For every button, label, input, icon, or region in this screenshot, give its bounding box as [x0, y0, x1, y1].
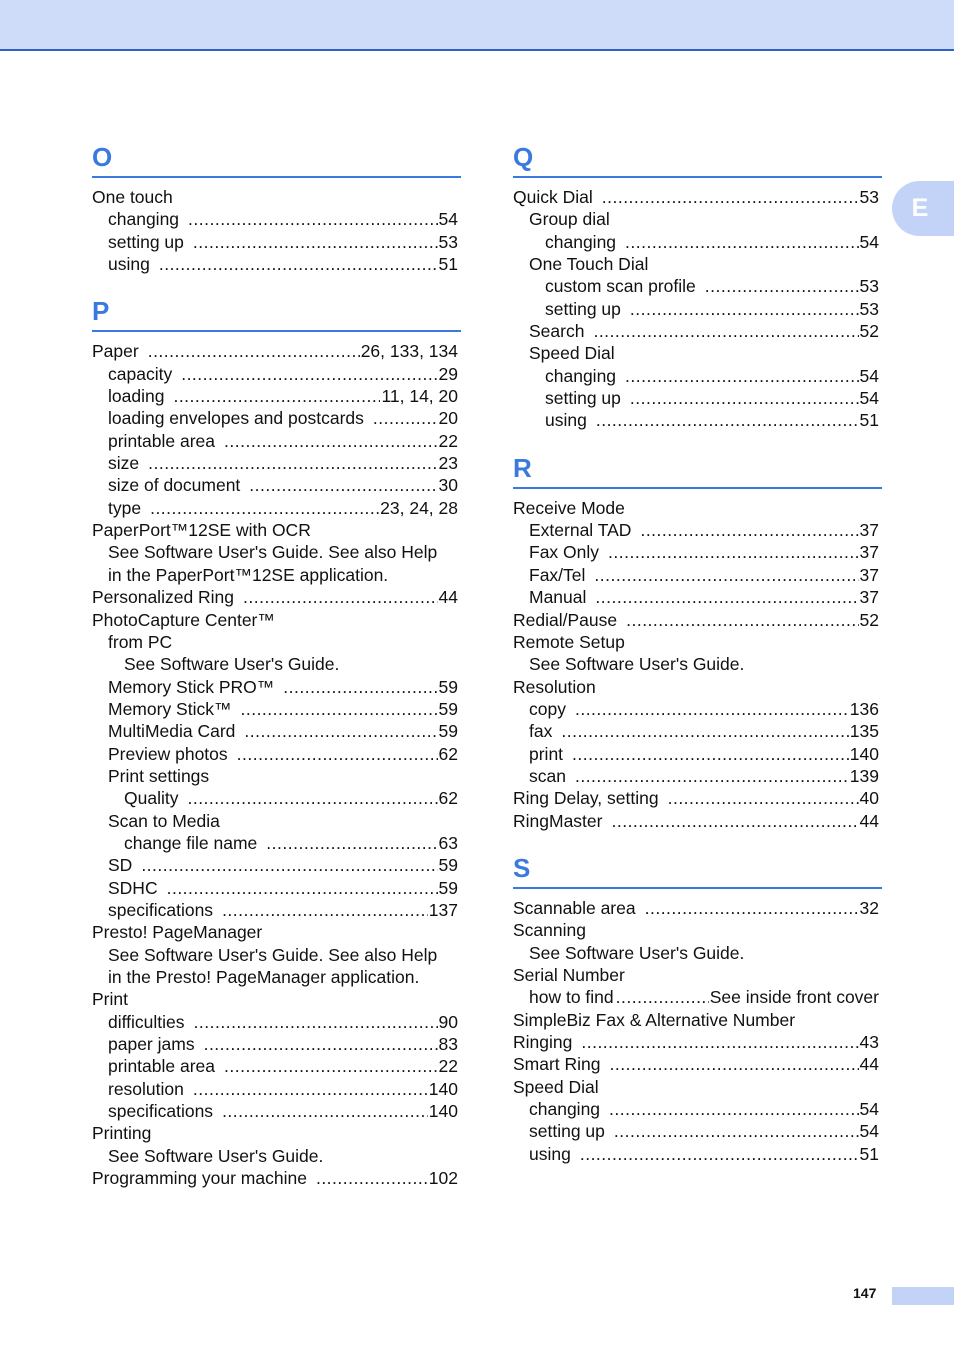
index-term: Quick Dial	[513, 187, 593, 207]
index-term: paper jams	[108, 1034, 195, 1055]
index-term: External TAD	[529, 520, 632, 541]
index-term: Print settings	[108, 765, 210, 786]
index-entry	[513, 698, 879, 720]
dot-leader	[668, 787, 859, 809]
index-term: PhotoCapture Center™	[92, 609, 275, 630]
index-term: Redial/Pause	[513, 609, 618, 630]
dot-leader	[645, 897, 859, 919]
index-entry	[513, 253, 879, 275]
page-reference: 32	[859, 897, 879, 918]
index-term: Manual	[529, 587, 587, 608]
dot-leader	[596, 409, 859, 431]
dot-leader	[224, 430, 438, 452]
index-entry	[513, 519, 879, 541]
index-section-s	[513, 851, 882, 1165]
index-term: how to find	[529, 987, 614, 1008]
index-term: changing	[529, 1099, 601, 1120]
dot-leader	[193, 231, 438, 253]
index-entry	[92, 430, 458, 452]
index-entry	[92, 385, 458, 407]
index-term: Presto! PageManager	[92, 922, 263, 943]
index-term: loading	[108, 386, 165, 407]
index-entry	[513, 919, 879, 941]
index-term: Memory Stick PRO™	[108, 676, 275, 697]
page-reference: 37	[859, 587, 879, 608]
index-term: Ringing	[513, 1032, 573, 1052]
index-entry	[513, 365, 879, 387]
index-entry	[92, 1100, 458, 1122]
index-term: changing	[545, 231, 617, 252]
index-entry	[513, 298, 879, 320]
appendix-tab-label: E	[911, 194, 929, 222]
index-term: See Software User's Guide.	[529, 654, 745, 675]
index-term: SD	[108, 855, 133, 876]
page-reference: 62	[438, 743, 458, 764]
page-reference: 139	[849, 765, 879, 786]
dot-leader	[594, 564, 858, 586]
index-term: type	[108, 497, 142, 518]
index-entry	[513, 810, 879, 832]
index-entry	[513, 586, 879, 608]
page-reference: 54	[859, 231, 879, 252]
index-entry	[92, 1122, 458, 1144]
index-term: Speed Dial	[529, 343, 615, 364]
dot-leader	[614, 1120, 859, 1142]
index-entry	[513, 964, 879, 986]
index-term: Preview photos	[108, 743, 228, 764]
index-term: print	[529, 743, 564, 764]
index-term: See Software User's Guide.	[108, 1145, 324, 1166]
dot-leader	[173, 385, 380, 407]
index-section-o	[92, 140, 461, 275]
index-term: size	[108, 453, 140, 474]
index-entry	[513, 1120, 879, 1142]
index-column-left	[92, 140, 461, 1208]
index-term: Paper	[92, 341, 139, 362]
index-entry	[513, 1031, 879, 1053]
index-term: SDHC	[108, 877, 158, 898]
index-entry	[92, 407, 458, 429]
dot-leader	[181, 363, 437, 385]
index-entry	[92, 1033, 458, 1055]
page-reference: 22	[438, 430, 458, 451]
index-entry	[513, 942, 879, 964]
dot-leader	[148, 452, 437, 474]
index-entry	[513, 208, 879, 230]
index-entry	[513, 676, 879, 698]
index-entry	[92, 720, 458, 742]
index-term: resolution	[108, 1078, 184, 1099]
page-reference: 53	[438, 231, 458, 252]
index-term: See Software User's Guide. See also Help	[108, 542, 438, 563]
page-number-bar	[892, 1287, 954, 1305]
index-term: MultiMedia Card	[108, 721, 236, 742]
index-entry	[513, 787, 879, 809]
page-reference: 59	[438, 676, 458, 697]
index-term: Quality	[124, 788, 179, 809]
dot-leader	[222, 1100, 428, 1122]
index-entry	[513, 1009, 879, 1031]
index-entry	[92, 253, 458, 275]
page-reference: 59	[438, 855, 458, 876]
index-entry	[92, 609, 458, 631]
index-column-right	[513, 140, 882, 1184]
page-reference: 53	[859, 187, 879, 207]
page-reference: 44	[438, 587, 458, 608]
dot-leader	[575, 698, 849, 720]
page-reference: 40	[859, 788, 879, 809]
index-term: size of document	[108, 475, 241, 496]
page-reference: 54	[859, 1121, 879, 1142]
index-term: See Software User's Guide. See also Help	[108, 944, 438, 965]
index-entry	[92, 519, 458, 541]
page-reference: 137	[428, 899, 458, 920]
index-term: copy	[529, 698, 566, 719]
index-entry	[92, 586, 458, 608]
index-entry	[92, 452, 458, 474]
index-entry	[513, 609, 879, 631]
section-letter: Q	[513, 140, 882, 178]
index-entry	[92, 1145, 458, 1167]
page-reference: 52	[859, 609, 879, 630]
page-reference: 83	[438, 1034, 458, 1055]
dot-leader	[611, 810, 858, 832]
index-term: printable area	[108, 1056, 216, 1077]
page-reference: 102	[428, 1168, 458, 1189]
index-term: in the Presto! PageManager application.	[108, 967, 420, 987]
header-band	[0, 0, 954, 51]
dot-leader	[561, 720, 848, 742]
dot-leader	[625, 365, 858, 387]
index-entry	[92, 988, 458, 1010]
page-reference: 43	[859, 1032, 879, 1052]
index-entry	[92, 698, 458, 720]
index-term: Speed Dial	[513, 1076, 599, 1097]
index-term: One Touch Dial	[529, 254, 649, 275]
dot-leader	[194, 1011, 438, 1033]
page-reference: 22	[438, 1056, 458, 1077]
section-letter: R	[513, 451, 882, 489]
index-entry	[513, 497, 879, 519]
index-entry	[92, 1011, 458, 1033]
index-entry	[92, 653, 458, 675]
index-entry	[513, 1098, 879, 1120]
index-term: change file name	[124, 832, 258, 853]
index-entry	[92, 899, 458, 921]
dot-leader	[159, 253, 438, 275]
page-reference: 29	[438, 363, 458, 384]
dot-leader	[204, 1033, 438, 1055]
index-entry	[92, 1167, 458, 1189]
index-entry	[92, 541, 458, 563]
index-section-q	[513, 140, 882, 432]
index-entry	[92, 676, 458, 698]
page-reference: See inside front cover	[709, 987, 879, 1008]
index-entry	[513, 720, 879, 742]
dot-leader	[167, 877, 438, 899]
index-term: setting up	[529, 1121, 605, 1142]
index-entry	[92, 921, 458, 943]
page-reference: 51	[438, 254, 458, 275]
dot-leader	[266, 832, 437, 854]
index-entry	[92, 631, 458, 653]
dot-leader	[244, 720, 437, 742]
dot-leader	[580, 1143, 859, 1165]
page-reference: 37	[859, 564, 879, 585]
index-term: in the PaperPort™12SE application.	[108, 564, 389, 585]
index-term: specifications	[108, 1101, 214, 1122]
index-entry	[92, 497, 458, 519]
index-term: scan	[529, 765, 566, 786]
index-term: See Software User's Guide.	[529, 942, 745, 963]
index-term: PaperPort™12SE with OCR	[92, 520, 311, 541]
index-term: Remote Setup	[513, 631, 625, 652]
dot-leader	[616, 986, 709, 1008]
index-term: setting up	[545, 388, 621, 409]
index-section-r	[513, 451, 882, 832]
section-letter: P	[92, 294, 461, 332]
dot-leader	[316, 1167, 428, 1189]
index-entry	[513, 631, 879, 653]
dot-leader	[626, 609, 858, 631]
page-reference: 26, 133, 134	[360, 341, 458, 362]
index-entry	[92, 363, 458, 385]
dot-leader	[222, 899, 428, 921]
dot-leader	[283, 676, 437, 698]
dot-leader	[187, 787, 437, 809]
index-entry	[92, 340, 458, 362]
index-term: setting up	[545, 298, 621, 319]
page-number: 147	[853, 1285, 877, 1301]
dot-leader	[224, 1055, 438, 1077]
index-entry	[92, 854, 458, 876]
dot-leader	[575, 765, 849, 787]
dot-leader	[705, 275, 859, 297]
index-term: Personalized Ring	[92, 587, 235, 608]
index-term: changing	[108, 209, 180, 230]
page-reference: 62	[438, 788, 458, 809]
page-reference: 140	[428, 1101, 458, 1122]
page-reference: 51	[859, 410, 879, 431]
index-term: Memory Stick™	[108, 698, 232, 719]
index-term: See Software User's Guide.	[124, 654, 340, 675]
appendix-tab	[892, 181, 954, 236]
index-term: Serial Number	[513, 964, 625, 985]
index-entry	[513, 743, 879, 765]
index-term: RingMaster	[513, 810, 603, 831]
index-entry	[513, 541, 879, 563]
page-reference: 63	[438, 832, 458, 853]
dot-leader	[630, 298, 859, 320]
dot-leader	[237, 743, 438, 765]
section-letter: S	[513, 851, 882, 889]
index-entry	[92, 564, 458, 586]
index-entry	[513, 342, 879, 364]
section-letter: O	[92, 140, 461, 178]
index-term: Scannable area	[513, 897, 636, 918]
dot-leader	[630, 387, 859, 409]
page-reference: 52	[859, 321, 879, 342]
page-reference: 140	[849, 743, 879, 764]
page-reference: 59	[438, 721, 458, 742]
index-entry	[513, 409, 879, 431]
index-term: capacity	[108, 363, 173, 384]
dot-leader	[581, 1031, 858, 1053]
index-term: changing	[545, 365, 617, 386]
page-reference: 54	[859, 388, 879, 409]
index-section-p	[92, 294, 461, 1189]
index-entry	[513, 231, 879, 253]
dot-leader	[595, 586, 858, 608]
index-entry	[92, 787, 458, 809]
dot-leader	[602, 186, 859, 208]
page-reference: 53	[859, 276, 879, 297]
dot-leader	[148, 340, 360, 362]
index-entry	[513, 275, 879, 297]
index-entry	[513, 765, 879, 787]
page-reference: 135	[849, 721, 879, 742]
index-entry	[92, 208, 458, 230]
page-reference: 54	[859, 365, 879, 386]
index-entry	[92, 1078, 458, 1100]
index-term: One touch	[92, 187, 173, 207]
page-reference: 54	[438, 209, 458, 230]
page-reference: 20	[438, 408, 458, 429]
index-entry	[513, 897, 879, 919]
dot-leader	[609, 1098, 858, 1120]
dot-leader	[141, 854, 437, 876]
page-reference: 37	[859, 520, 879, 541]
dot-leader	[193, 1078, 428, 1100]
dot-leader	[572, 743, 849, 765]
index-term: using	[545, 410, 587, 431]
index-term: Printing	[92, 1123, 152, 1144]
page-reference: 44	[859, 810, 879, 831]
dot-leader	[608, 541, 859, 563]
index-entry	[513, 1076, 879, 1098]
page-reference: 53	[859, 298, 879, 319]
index-term: Fax/Tel	[529, 564, 586, 585]
page-reference: 90	[438, 1011, 458, 1032]
index-term: SimpleBiz Fax & Alternative Number	[513, 1009, 796, 1030]
index-entry	[92, 832, 458, 854]
index-entry	[92, 1055, 458, 1077]
index-entry	[513, 1053, 879, 1075]
index-term: Scan to Media	[108, 810, 220, 831]
page-reference: 136	[849, 698, 879, 719]
page-reference: 59	[438, 698, 458, 719]
page-reference: 37	[859, 542, 879, 563]
index-term: Receive Mode	[513, 497, 625, 518]
page-reference: 30	[438, 475, 458, 496]
dot-leader	[150, 497, 379, 519]
page-reference: 11, 14, 20	[381, 386, 458, 407]
index-entry	[92, 743, 458, 765]
dot-leader	[243, 586, 438, 608]
dot-leader	[593, 320, 858, 342]
dot-leader	[188, 208, 437, 230]
index-term: Resolution	[513, 676, 596, 697]
index-entry	[513, 564, 879, 586]
index-term: printable area	[108, 430, 216, 451]
index-entry	[92, 231, 458, 253]
index-entry	[513, 186, 879, 208]
index-term: fax	[529, 721, 553, 742]
index-entry	[92, 186, 458, 208]
index-entry	[513, 986, 879, 1008]
index-term: using	[529, 1143, 571, 1164]
index-term: loading envelopes and postcards	[108, 408, 364, 429]
page-reference: 51	[859, 1143, 879, 1164]
index-term: Programming your machine	[92, 1168, 307, 1189]
dot-leader	[610, 1053, 859, 1075]
dot-leader	[640, 519, 858, 541]
page-reference: 23, 24, 28	[380, 497, 458, 518]
index-entry	[513, 1143, 879, 1165]
index-term: Ring Delay, setting	[513, 788, 659, 809]
index-term: using	[108, 254, 150, 275]
index-term: setting up	[108, 231, 184, 252]
index-entry	[92, 944, 458, 966]
index-term: Fax Only	[529, 542, 600, 563]
index-term: Search	[529, 321, 585, 342]
page-reference: 59	[438, 877, 458, 898]
page-reference: 44	[859, 1054, 879, 1075]
page-reference: 54	[859, 1099, 879, 1120]
page-reference: 23	[438, 453, 458, 474]
index-term: Print	[92, 989, 128, 1010]
dot-leader	[373, 407, 438, 429]
dot-leader	[625, 231, 858, 253]
dot-leader	[249, 474, 437, 496]
index-entry	[513, 320, 879, 342]
index-term: Smart Ring	[513, 1054, 601, 1075]
index-entry	[92, 765, 458, 787]
index-term: specifications	[108, 899, 214, 920]
index-entry	[92, 966, 458, 988]
dot-leader	[240, 698, 437, 720]
index-term: from PC	[108, 631, 173, 652]
index-term: difficulties	[108, 1011, 185, 1032]
page-reference: 140	[428, 1078, 458, 1099]
index-term: Group dial	[529, 209, 610, 230]
index-entry	[513, 653, 879, 675]
index-term: custom scan profile	[545, 276, 696, 297]
index-entry	[92, 810, 458, 832]
index-term: Scanning	[513, 920, 586, 941]
index-entry	[92, 474, 458, 496]
index-entry	[92, 877, 458, 899]
index-entry	[513, 387, 879, 409]
